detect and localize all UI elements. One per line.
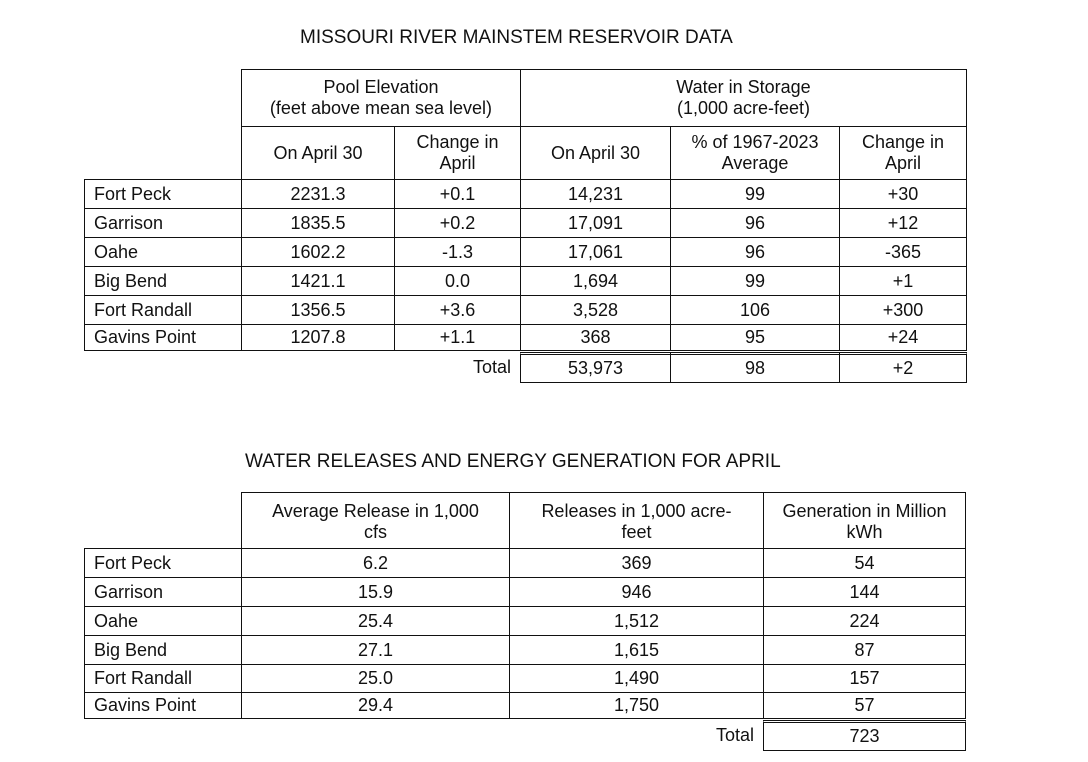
storage-change-value: -365	[839, 237, 967, 267]
pool-change-value: +0.2	[394, 208, 521, 238]
storage-value: 368	[520, 324, 671, 351]
reservoir-name: Oahe	[84, 606, 242, 636]
pct-average-value: 96	[670, 208, 840, 238]
pool-change-value: +0.1	[394, 179, 521, 209]
header-water-storage-line1: Water in Storage	[676, 77, 811, 97]
header-pct-average	[670, 126, 840, 180]
header-avg-release-line2: cfs	[363, 522, 387, 542]
header-water-storage-line2: (1,000 acre-feet)	[676, 98, 811, 118]
reservoir-total-label: Total	[472, 357, 511, 377]
header-releases-line1: Releases in 1,000 acre-	[541, 501, 732, 521]
storage-change-value: +1	[839, 266, 967, 296]
releases-value: 1,750	[509, 692, 764, 719]
reservoir-total-storage: 53,973	[520, 352, 671, 383]
pool-elevation-value: 1421.1	[241, 266, 395, 296]
generation-value: 57	[763, 692, 966, 719]
header-releases-line2: feet	[621, 522, 652, 542]
header-storage-april30: On April 30	[520, 126, 671, 180]
reservoir-name: Big Bend	[84, 635, 242, 665]
avg-release-value: 15.9	[241, 577, 510, 607]
storage-change-value: +30	[839, 179, 967, 209]
pool-change-value: +3.6	[394, 295, 521, 325]
generation-value: 224	[763, 606, 966, 636]
reservoir-name: Fort Randall	[84, 664, 242, 693]
reservoir-name: Garrison	[84, 577, 242, 607]
releases-value: 1,615	[509, 635, 764, 665]
header-water-storage	[520, 69, 967, 127]
pct-average-value: 95	[670, 324, 840, 351]
header-pool-change-line1: Change in	[416, 132, 499, 152]
pool-change-value: 0.0	[394, 266, 521, 296]
header-pool-change	[394, 126, 521, 180]
pool-elevation-value: 1207.8	[241, 324, 395, 351]
reservoir-total-pct: 98	[670, 352, 840, 383]
reservoir-name: Fort Peck	[84, 179, 242, 209]
header-storage-change	[839, 126, 967, 180]
releases-table-title: WATER RELEASES AND ENERGY GENERATION FOR APRIL	[245, 451, 781, 472]
header-pct-average-line1: % of 1967-2023	[691, 132, 819, 152]
reservoir-name: Gavins Point	[84, 692, 242, 719]
pct-average-value: 106	[670, 295, 840, 325]
releases-value: 369	[509, 548, 764, 578]
header-storage-change-line2: April	[884, 153, 921, 173]
header-pool-elevation-line1: Pool Elevation	[323, 77, 439, 97]
storage-value: 1,694	[520, 266, 671, 296]
header-avg-release-line1: Average Release in 1,000	[272, 501, 479, 521]
header-pool-april30: On April 30	[241, 126, 395, 180]
avg-release-value: 25.0	[241, 664, 510, 693]
header-pool-elevation	[241, 69, 521, 127]
header-pct-average-line2: Average	[721, 153, 789, 173]
header-generation-line1: Generation in Million	[782, 501, 947, 521]
generation-value: 54	[763, 548, 966, 578]
pct-average-value: 96	[670, 237, 840, 267]
generation-value: 87	[763, 635, 966, 665]
reservoir-name: Fort Randall	[84, 295, 242, 325]
storage-value: 17,091	[520, 208, 671, 238]
releases-value: 946	[509, 577, 764, 607]
header-generation-line2: kWh	[846, 522, 883, 542]
releases-total-label: Total	[715, 725, 754, 745]
reservoir-table-title: MISSOURI RIVER MAINSTEM RESERVOIR DATA	[300, 27, 733, 48]
pool-change-value: -1.3	[394, 237, 521, 267]
header-avg-release	[241, 492, 510, 549]
releases-value: 1,512	[509, 606, 764, 636]
avg-release-value: 29.4	[241, 692, 510, 719]
reservoir-name: Big Bend	[84, 266, 242, 296]
header-generation	[763, 492, 966, 549]
avg-release-value: 6.2	[241, 548, 510, 578]
reservoir-name: Gavins Point	[84, 324, 242, 351]
pct-average-value: 99	[670, 266, 840, 296]
header-releases	[509, 492, 764, 549]
avg-release-value: 27.1	[241, 635, 510, 665]
reservoir-name: Oahe	[84, 237, 242, 267]
storage-change-value: +24	[839, 324, 967, 351]
reservoir-name: Fort Peck	[84, 548, 242, 578]
pool-elevation-value: 1356.5	[241, 295, 395, 325]
storage-value: 17,061	[520, 237, 671, 267]
storage-change-value: +300	[839, 295, 967, 325]
generation-value: 157	[763, 664, 966, 693]
releases-total-generation: 723	[763, 720, 966, 751]
releases-value: 1,490	[509, 664, 764, 693]
avg-release-value: 25.4	[241, 606, 510, 636]
header-pool-change-line2: April	[439, 153, 476, 173]
pool-change-value: +1.1	[394, 324, 521, 351]
pool-elevation-value: 2231.3	[241, 179, 395, 209]
generation-value: 144	[763, 577, 966, 607]
header-storage-change-line1: Change in	[861, 132, 945, 152]
reservoir-name: Garrison	[84, 208, 242, 238]
pct-average-value: 99	[670, 179, 840, 209]
storage-value: 14,231	[520, 179, 671, 209]
storage-value: 3,528	[520, 295, 671, 325]
header-pool-elevation-line2: (feet above mean sea level)	[269, 98, 493, 118]
pool-elevation-value: 1835.5	[241, 208, 395, 238]
pool-elevation-value: 1602.2	[241, 237, 395, 267]
reservoir-total-change: +2	[839, 352, 967, 383]
storage-change-value: +12	[839, 208, 967, 238]
